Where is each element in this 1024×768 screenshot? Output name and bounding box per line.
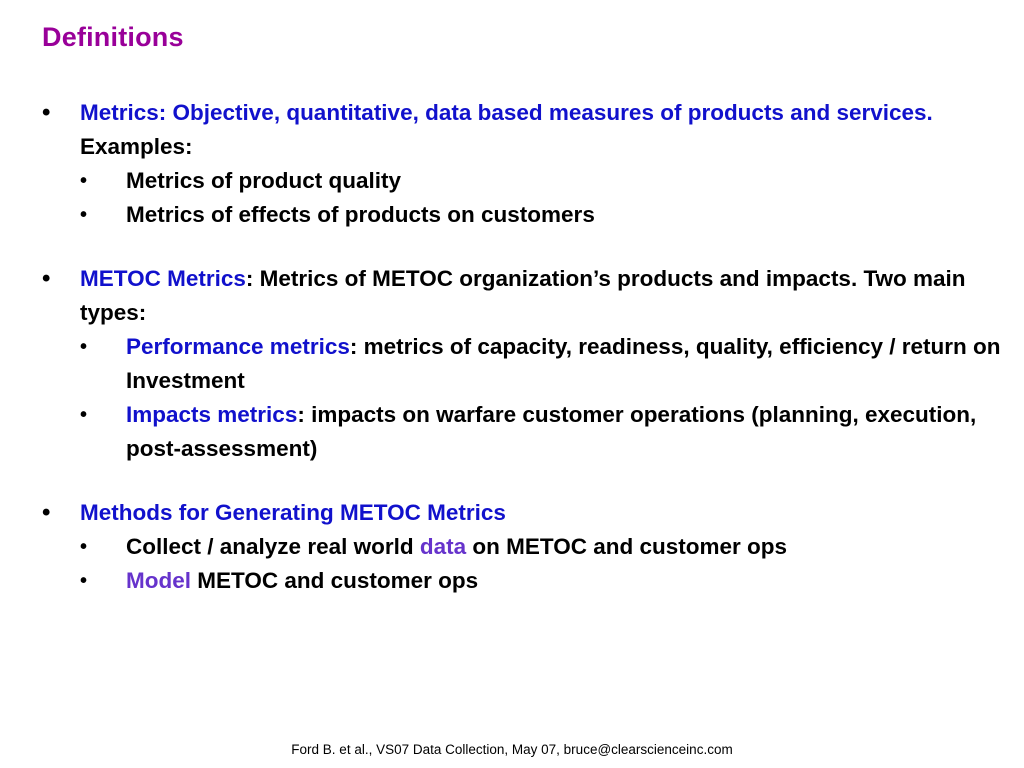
bullet-lead: Metrics: Objective, quantitative, data based measures of products and services. bbox=[80, 100, 933, 125]
bullet-glyph: • bbox=[80, 170, 88, 192]
bullet-glyph: • bbox=[42, 265, 51, 292]
bullet-glyph: • bbox=[42, 99, 51, 126]
sub-bullet-lead: Performance metrics bbox=[126, 334, 350, 359]
sub-bullet-item bbox=[80, 198, 1002, 232]
bullet-glyph: • bbox=[80, 404, 88, 426]
slide-footer: Ford B. et al., VS07 Data Collection, May 07, bruce@clearscienceinc.com bbox=[291, 742, 733, 757]
bullet-glyph: • bbox=[80, 336, 88, 358]
sub-bullet-text bbox=[126, 564, 1002, 598]
spacer bbox=[42, 466, 1002, 496]
sub-bullet-tail: METOC and customer ops bbox=[191, 568, 479, 593]
bullet-lead: METOC Metrics bbox=[80, 266, 246, 291]
bullet-item bbox=[42, 96, 1002, 164]
bullet-glyph: • bbox=[80, 536, 88, 558]
bullet-item bbox=[42, 262, 1002, 330]
spacer bbox=[42, 232, 1002, 262]
bullet-glyph: • bbox=[80, 204, 88, 226]
sub-bullet-tail: : impacts on warfare customer operations (planning, execution, post-assessment) bbox=[126, 402, 977, 461]
sub-bullet-lead: Impacts metrics bbox=[126, 402, 298, 427]
bullet-glyph: • bbox=[42, 499, 51, 526]
sub-bullet-highlight: data bbox=[419, 534, 467, 559]
bullet-tail: Examples: bbox=[80, 134, 193, 159]
sub-bullet-text: Metrics of effects of products on customers bbox=[126, 202, 595, 227]
bullet-text bbox=[80, 262, 1002, 330]
page-title: Definitions bbox=[42, 22, 184, 52]
bullet-text bbox=[80, 96, 1002, 164]
sub-bullet-lead: Model bbox=[126, 568, 191, 593]
bullet-text bbox=[80, 496, 1002, 530]
bullet-lead: Methods for Generating METOC Metrics bbox=[80, 500, 506, 525]
sub-bullet-text bbox=[126, 530, 1002, 564]
sub-bullet-tail: : metrics of capacity, readiness, quality, efficiency / return on Investment bbox=[126, 334, 1001, 393]
sub-bullet-item bbox=[80, 330, 1002, 398]
slide-body bbox=[42, 96, 1002, 598]
bullet-item bbox=[42, 496, 1002, 530]
sub-bullet-item bbox=[80, 398, 1002, 466]
bullet-glyph: • bbox=[80, 570, 88, 592]
sub-bullet-item bbox=[80, 164, 1002, 198]
sub-bullet-text bbox=[126, 330, 1002, 398]
sub-bullet-text: Metrics of product quality bbox=[126, 168, 402, 193]
bullet-tail: : Metrics of METOC organization’s products and impacts. Two main types: bbox=[80, 266, 966, 325]
sub-bullet-item bbox=[80, 530, 1002, 564]
sub-bullet-item bbox=[80, 564, 1002, 598]
sub-bullet-tail2: on METOC and customer ops bbox=[466, 534, 787, 559]
sub-bullet-text bbox=[126, 398, 1002, 466]
sub-bullet-tail: Collect / analyze real world bbox=[126, 534, 420, 559]
